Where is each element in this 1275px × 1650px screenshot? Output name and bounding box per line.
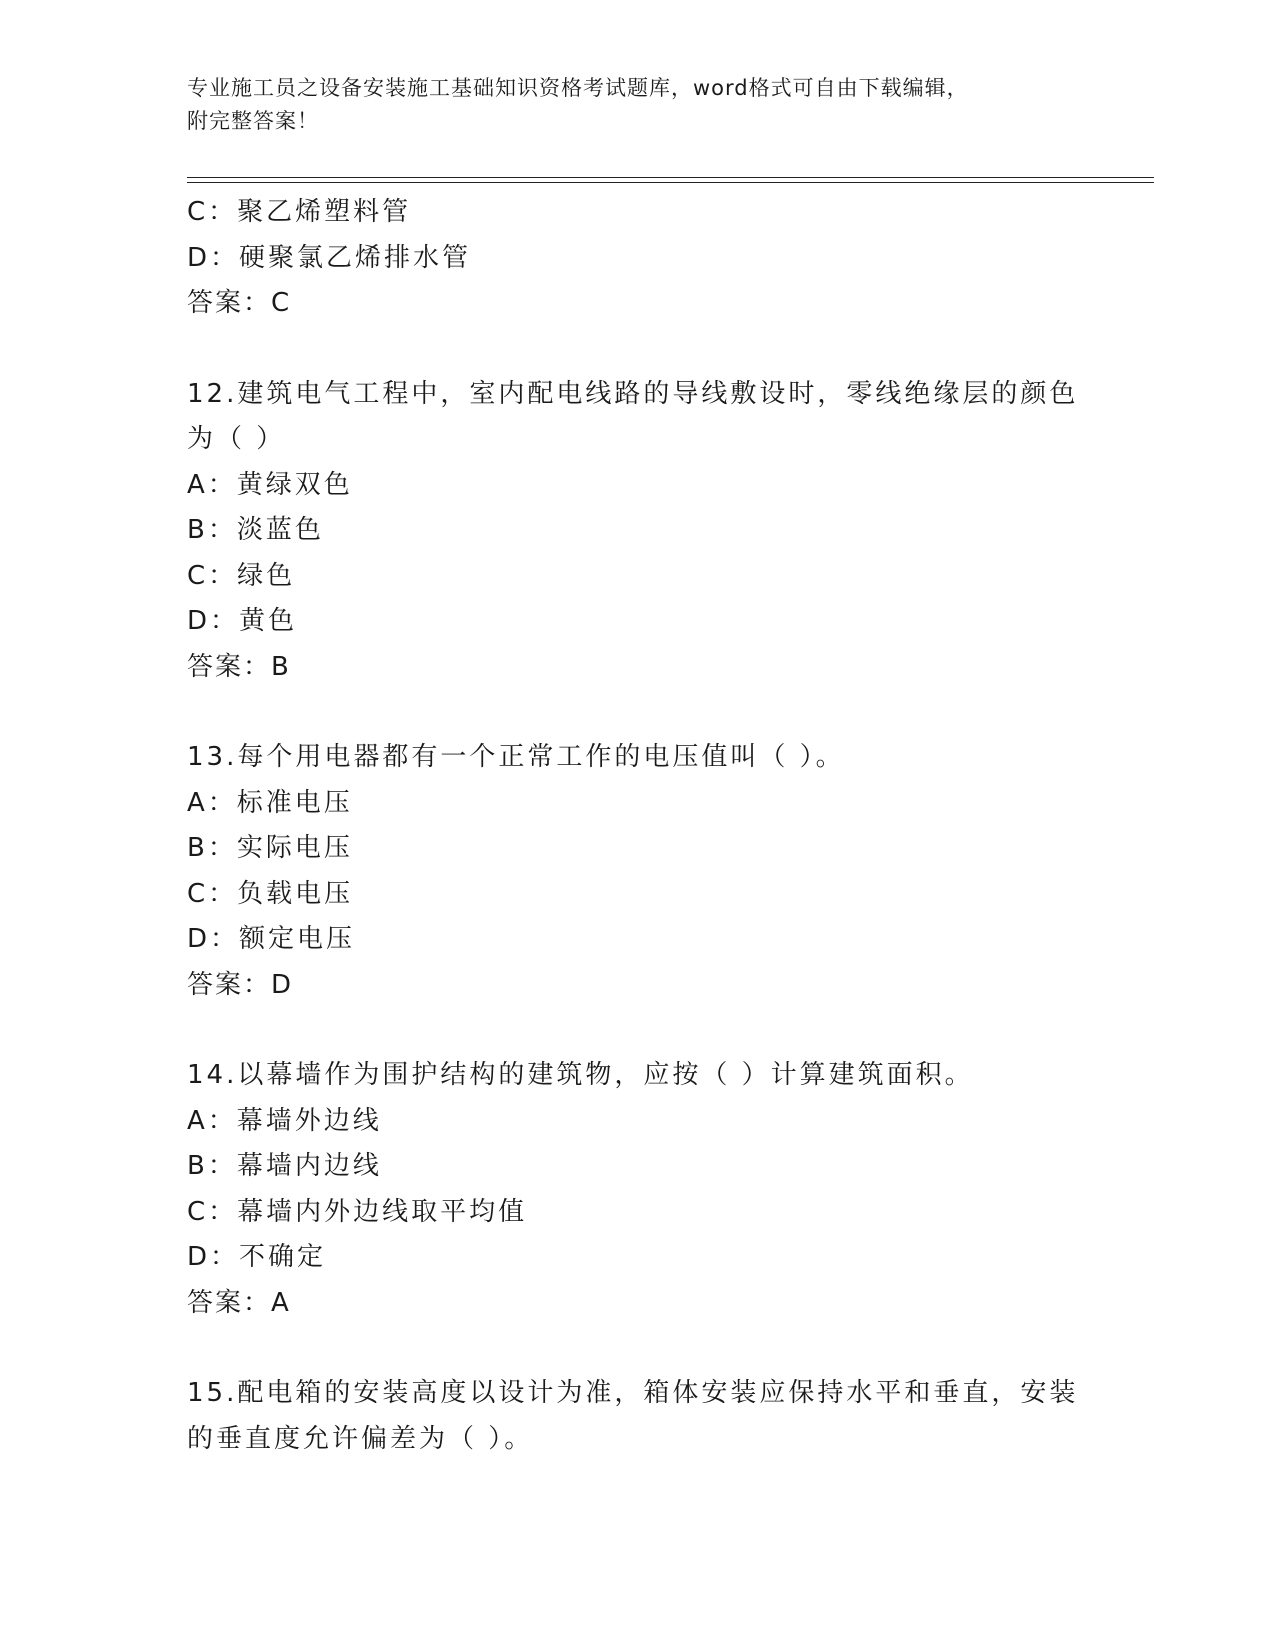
option-a: A：幕墙外边线 (187, 1105, 382, 1136)
option-c: C：负载电压 (187, 878, 354, 909)
question-block-13 (187, 735, 1087, 1008)
option-a: A：标准电压 (187, 787, 353, 818)
option-c: C：绿色 (187, 560, 296, 591)
question-text: 15.配电箱的安装高度以设计为准，箱体安装应保持水平和垂直，安装 (187, 1378, 1079, 1408)
option-b: B：实际电压 (187, 833, 353, 863)
option-d: D：硬聚氯乙烯排水管 (187, 242, 472, 273)
question-text-cont: 为（ ） (187, 424, 286, 454)
header-line-1: 专业施工员之设备安装施工基础知识资格考试题库，word格式可自由下载编辑， (187, 76, 969, 100)
question-text-cont: 的垂直度允许偏差为（ ）。 (187, 1423, 534, 1454)
option-c: C：聚乙烯塑料管 (187, 197, 412, 227)
answer-line: 答案：A (187, 1287, 291, 1318)
header-rule-top (187, 177, 1154, 178)
option-a: A：黄绿双色 (187, 469, 353, 500)
document-header (187, 72, 1067, 138)
question-text: 14.以幕墙作为围护结构的建筑物，应按（ ）计算建筑面积。 (187, 1060, 974, 1090)
header-rule-bottom (187, 182, 1154, 183)
option-d: D：额定电压 (187, 924, 356, 954)
question-block-12 (187, 372, 1087, 691)
option-b: B：幕墙内边线 (187, 1151, 382, 1181)
question-text: 12.建筑电气工程中，室内配电线路的导线敷设时，零线绝缘层的颜色 (187, 378, 1079, 409)
question-block-15 (187, 1371, 1087, 1462)
option-d: D：不确定 (187, 1242, 327, 1272)
answer-line: 答案：C (187, 288, 292, 318)
option-d: D：黄色 (187, 606, 298, 636)
option-c: C：幕墙内外边线取平均值 (187, 1196, 528, 1227)
header-line-2: 附完整答案！ (187, 109, 319, 133)
answer-line: 答案：B (187, 651, 291, 682)
option-b: B：淡蓝色 (187, 515, 324, 545)
question-text: 13.每个用电器都有一个正常工作的电压值叫（ ）。 (187, 742, 845, 772)
answer-line: 答案：D (187, 969, 294, 1000)
question-block-11 (187, 190, 1087, 327)
question-block-14 (187, 1053, 1087, 1326)
question-list (187, 190, 1087, 1462)
